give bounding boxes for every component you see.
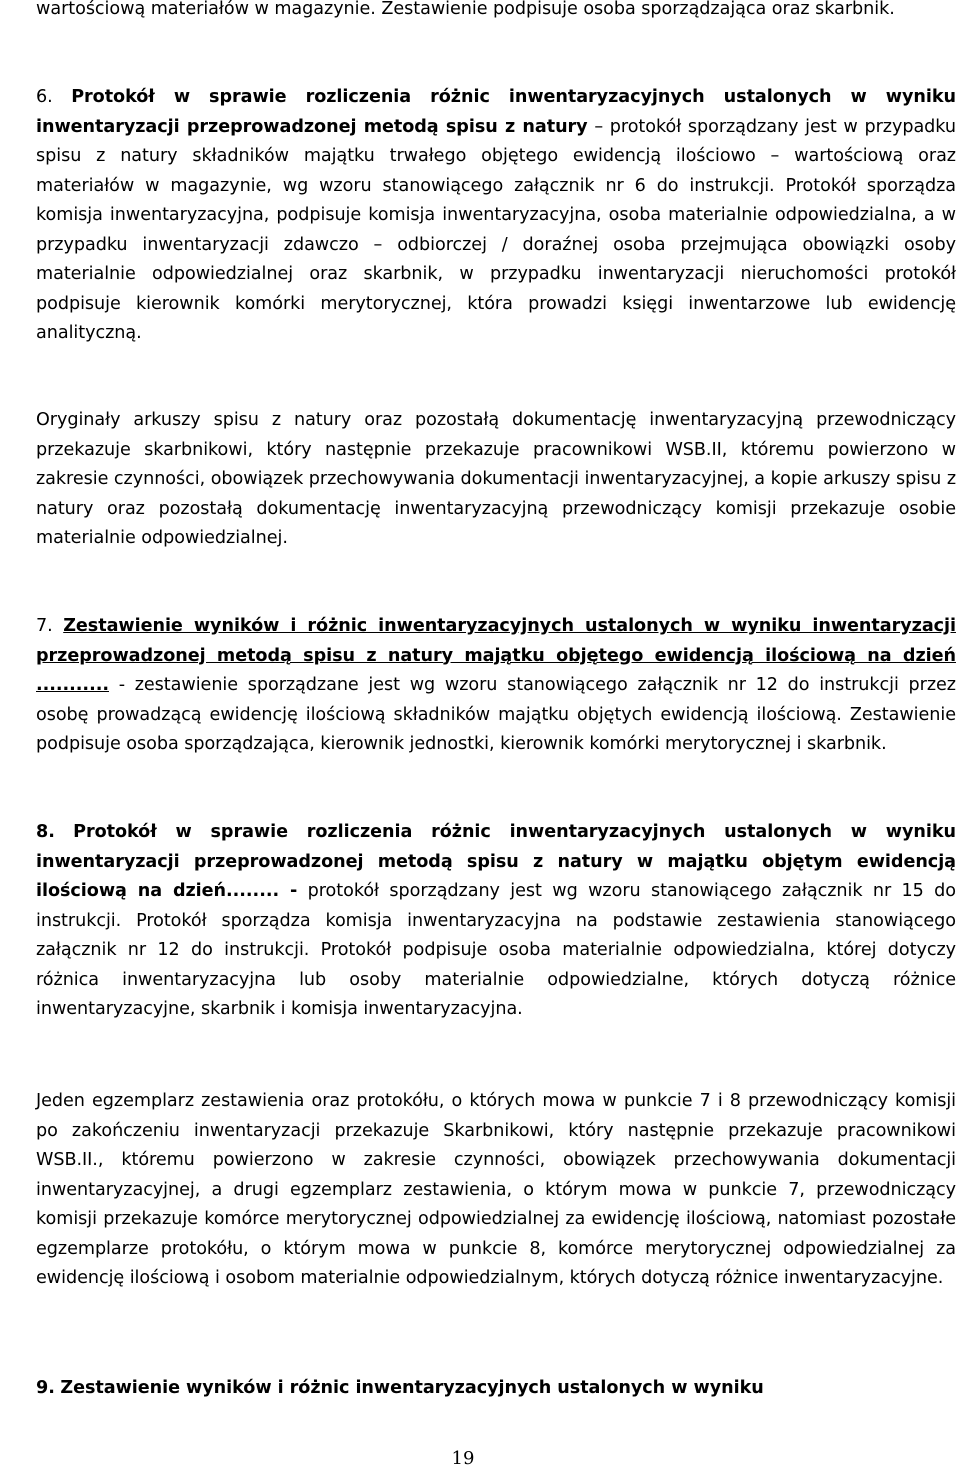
page-number: 19: [451, 1448, 475, 1469]
paragraph-continuation: [36, 0, 956, 25]
list-item-7: [36, 612, 956, 760]
item-body: - zestawienie sporządzane jest wg wzoru stanowiącego załącznik nr 12 do instrukcji przez osobę prowadzącą ewidencję ilościową składników majątku objętych ewidencją ilościową. Zestawienie podpisuje osoba sporządzająca, kierownik jednostki, kierownik komórki merytorycznej i skarbnik.: [36, 675, 956, 754]
item-number: 8.: [36, 822, 55, 842]
item-title: Zestawienie wyników i różnic inwentaryzacyjnych ustalonych w wyniku inwentaryzacji przeprowadzonej metodą spisu z natury majątku objętego ewidencją ilościową na dzień ...........: [36, 616, 956, 695]
paragraph-text: wartościową materiałów w magazynie. Zestawienie podpisuje osoba sporządzająca oraz skarbnik.: [36, 0, 895, 19]
item-title: Protokół w sprawie rozliczenia różnic inwentaryzacyjnych ustalonych w wyniku inwentaryzacji przeprowadzonej metodą spisu z natury: [36, 87, 956, 137]
list-item-6: [36, 83, 956, 349]
item-number: 9.: [36, 1378, 55, 1398]
item-body: – protokół sporządzany jest w przypadku spisu z natury składników majątku trwałego objętego ewidencją ilościowo – wartościową oraz materiałów w magazynie, wg wzoru stanowiącego załącznik nr 6 do instrukcji. Protokół sporządza komisja inwentaryzacyjna, podpisuje komisja inwentaryzacyjna, osoba materialnie odpowiedzialna, a w przypadku inwentaryzacji zdawczo – odbiorczej / doraźnej osoba przejmująca obowiązki osoby materialnie odpowiedzialnej oraz skarbnik, w przypadku inwentaryzacji nieruchomości protokół podpisuje kierownik komórki merytorycznej, która prowadzi księgi inwentarzowe lub ewidencję analityczną.: [36, 116, 957, 343]
document-page: [36, 0, 956, 1471]
item-title: Zestawienie wyników i różnic inwentaryzacyjnych ustalonych w wyniku: [60, 1378, 764, 1398]
paragraph-text: Oryginały arkuszy spisu z natury oraz pozostałą dokumentację inwentaryzacyjną przewodniczący przekazuje skarbnikowi, który następnie przekazuje pracownikowi WSB.II, któremu powierzono w zakresie czynności, obowiązek przechowywania dokumentacji inwentaryzacyjnej, a kopie arkuszy spisu z natury oraz pozostałą dokumentację inwentaryzacyjną przewodniczący komisji przekazuje osobie materialnie odpowiedzialnej.: [36, 410, 956, 548]
item-number: 6.: [36, 87, 53, 107]
list-item-9: [36, 1374, 956, 1404]
item-title: Protokół w sprawie rozliczenia różnic inwentaryzacyjnych ustalonych w wyniku inwentaryzacji przeprowadzonej metodą spisu z natury w majątku objętym ewidencją ilościową na dzień........ -: [36, 822, 956, 901]
paragraph-text: Jeden egzemplarz zestawienia oraz protokółu, o których mowa w punkcie 7 i 8 przewodniczący komisji po zakończeniu inwentaryzacji przekazuje Skarbnikowi, który następnie przekazuje pracownikowi WSB.II., któremu powierzono w zakresie czynności, obowiązek przechowywania dokumentacji inwentaryzacyjnej, a drugi egzemplarz zestawienia, o którym mowa w punkcie 7, przewodniczący komisji przekazuje komórce merytorycznej odpowiedzialnej za ewidencję ilościową, natomiast pozostałe egzemplarze protokółu, o którym mowa w punkcie 8, komórce merytorycznej odpowiedzialnej za ewidencję ilościową i osobom materialnie odpowiedzialnym, których dotyczą różnice inwentaryzacyjne.: [36, 1091, 956, 1288]
paragraph-copies: [36, 1087, 956, 1294]
item-body: protokół sporządzany jest wg wzoru stanowiącego załącznik nr 15 do instrukcji. Protokół sporządza komisja inwentaryzacyjna na podstawie zestawienia stanowiącego załącznik nr 12 do instrukcji. Protokół podpisuje osoba materialnie odpowiedzialna, której dotyczy różnica inwentaryzacyjna lub osoby materialnie odpowiedzialne, których dotyczą różnice inwentaryzacyjne, skarbnik i komisja inwentaryzacyjna.: [36, 881, 957, 1019]
paragraph-originals: [36, 406, 956, 554]
item-number: 7.: [36, 616, 53, 636]
list-item-8: [36, 818, 956, 1025]
